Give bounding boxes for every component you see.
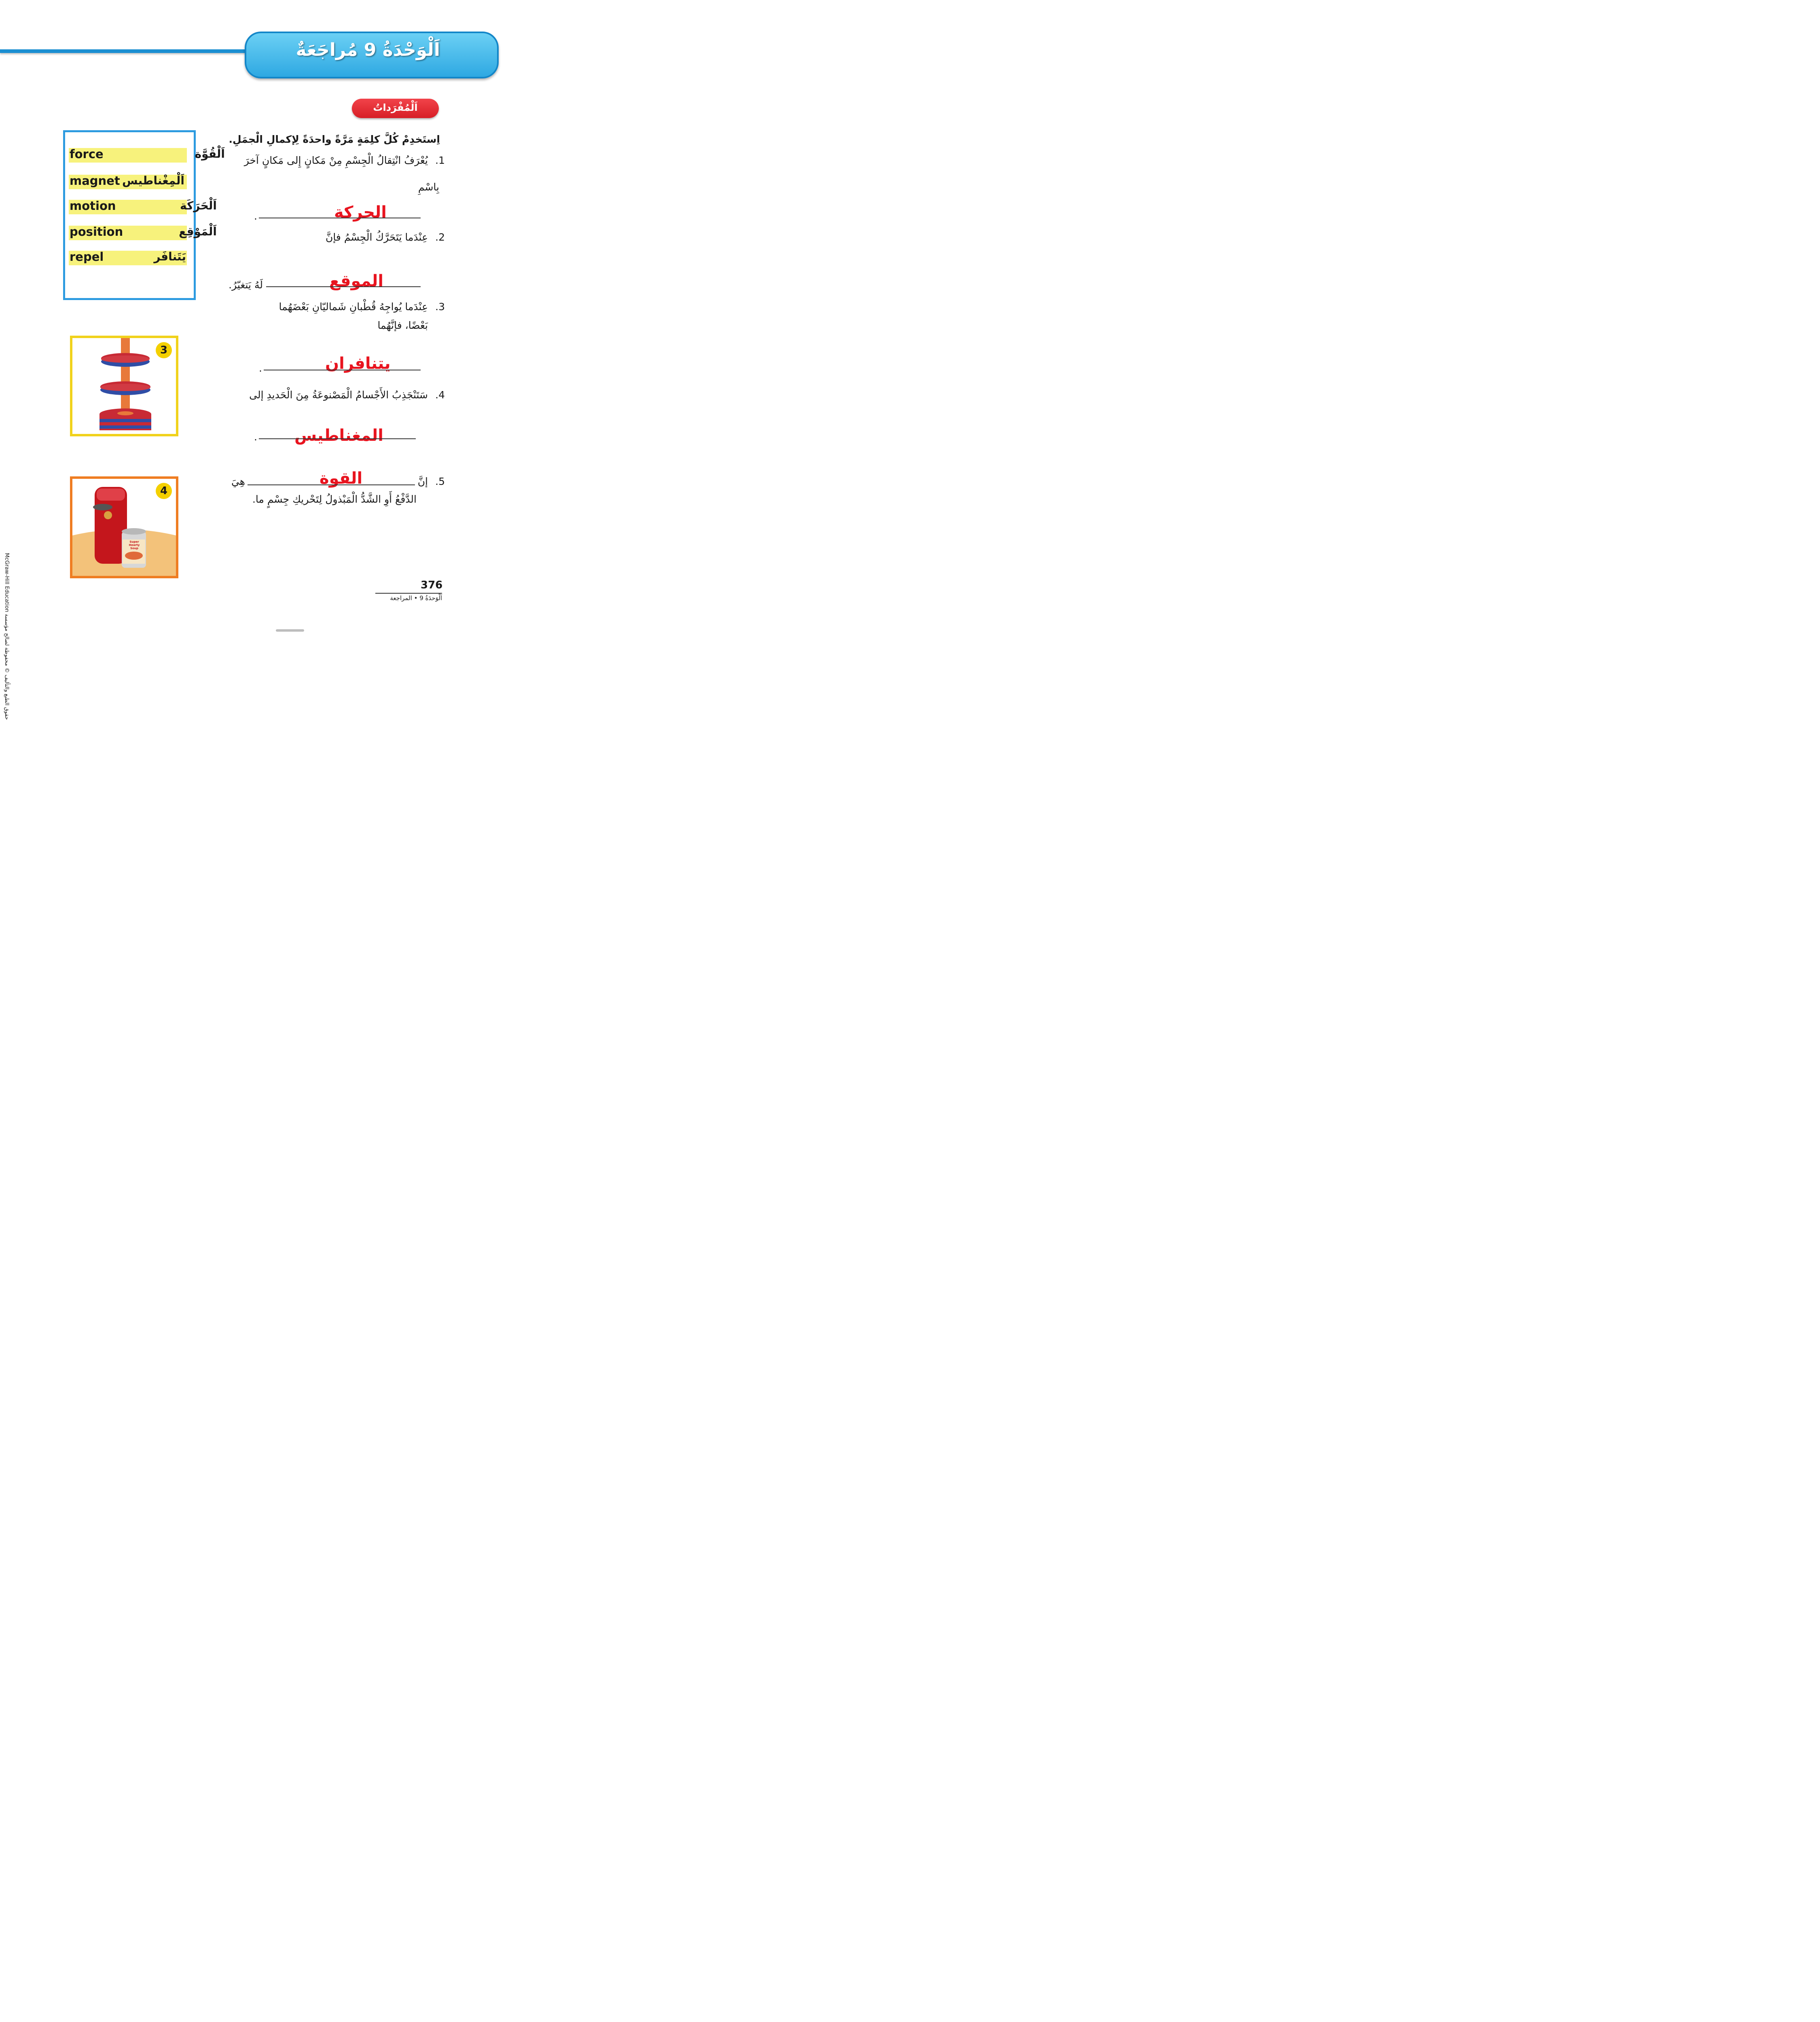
question-4-answer: المغناطيس bbox=[294, 426, 384, 445]
question-2-answer-line bbox=[266, 286, 421, 287]
question-4-period: . bbox=[254, 431, 257, 443]
question-4-number: 4. bbox=[435, 389, 445, 401]
can-opener-photo bbox=[70, 476, 178, 578]
word-en-position: position bbox=[70, 225, 123, 239]
word-ar-position: اَلْمَوْقِع bbox=[179, 225, 217, 238]
question-5-answer-line bbox=[248, 484, 415, 485]
word-en-motion: motion bbox=[70, 199, 116, 213]
word-en-force: force bbox=[70, 147, 104, 161]
question-4-answer-line bbox=[259, 438, 416, 439]
word-ar-repel: يَتَنافَر bbox=[154, 250, 186, 263]
ring-magnets-photo bbox=[70, 336, 178, 436]
question-1-period: . bbox=[254, 210, 257, 222]
vocabulary-section-label bbox=[352, 99, 439, 118]
question-5-text-line2: الدَّفْعُ أَوِ الشَّدُّ الْمَبْذولُ لِتَحْريكِ جِسْمٍ ما. bbox=[252, 493, 417, 505]
question-1-text-line2: بِاسْمِ bbox=[418, 181, 439, 193]
can-label: Super Hearty Soup bbox=[129, 540, 140, 550]
page-title: اَلْوَحْدَةُ 9 مُراجَعَةٌ bbox=[296, 40, 440, 60]
question-3-answer: يتنافران bbox=[325, 354, 391, 373]
question-5-suffix: هِيَ bbox=[231, 476, 245, 487]
question-1-number: 1. bbox=[435, 154, 445, 166]
question-3-text: عِنْدَما يُواجِهُ قُطْبانِ شَماليّانِ بَعْضَهُما bbox=[279, 301, 428, 313]
question-3-text-line2: بَعْضًا، فإنَّهُما bbox=[377, 319, 428, 331]
footer-rule bbox=[375, 593, 442, 594]
question-2-number: 2. bbox=[435, 231, 445, 243]
word-en-magnet: magnet bbox=[70, 174, 120, 188]
question-2-text: عِنْدَما يَتَحَرَّكُ الْجِسْمُ فإنَّ bbox=[325, 231, 428, 243]
word-ar-motion: اَلْحَرَكَة bbox=[180, 199, 217, 212]
question-4-text: سَتَنْجَذِبُ الأَجْسامُ الْمَصْنوعَةُ مِنَ الْحَديدِ إلى bbox=[249, 389, 428, 401]
question-3-period: . bbox=[259, 362, 262, 374]
vocabulary-section-text: اَلْمُفْرَداتُ bbox=[373, 102, 418, 113]
question-1-text: يُعْرَفُ انْتِقالُ الْجِسْمِ مِنْ مَكانٍ إِلى مَكانٍ آخرَ bbox=[244, 154, 428, 166]
word-ar-force: اَلْقُوَّة bbox=[195, 147, 225, 161]
question-2-answer: الموقع bbox=[329, 272, 384, 290]
page-number: 376 bbox=[421, 579, 443, 591]
question-5-answer: القوة bbox=[320, 469, 363, 488]
question-5-number: 5. bbox=[435, 476, 445, 487]
home-indicator[interactable] bbox=[276, 629, 304, 632]
photo-badge-4: 4 bbox=[156, 483, 172, 499]
footer-caption: اَلْوَحدَةُ 9 • المراجعة bbox=[390, 594, 442, 602]
photo-badge-3: 3 bbox=[156, 342, 172, 358]
instruction-text: اِستَخدِمْ كُلَّ كلِمَةٍ مَرَّةً واحدَةً لِإكمالِ الْجمَلِ. bbox=[229, 133, 440, 145]
word-en-repel: repel bbox=[70, 250, 104, 264]
word-ar-magnet: اَلْمِغْناطيس bbox=[122, 174, 184, 187]
copyright-credit: حقوق الطبع والتأليف © محفوظة لصالح مؤسسة McGraw-Hill Education bbox=[4, 553, 10, 720]
question-1-answer: الحركة bbox=[334, 203, 387, 222]
header-rule bbox=[0, 49, 259, 53]
question-2-suffix: لَهُ يَتغيّرُ. bbox=[229, 279, 263, 291]
question-3-number: 3. bbox=[435, 301, 445, 313]
question-5-text: إنَّ bbox=[417, 476, 428, 487]
